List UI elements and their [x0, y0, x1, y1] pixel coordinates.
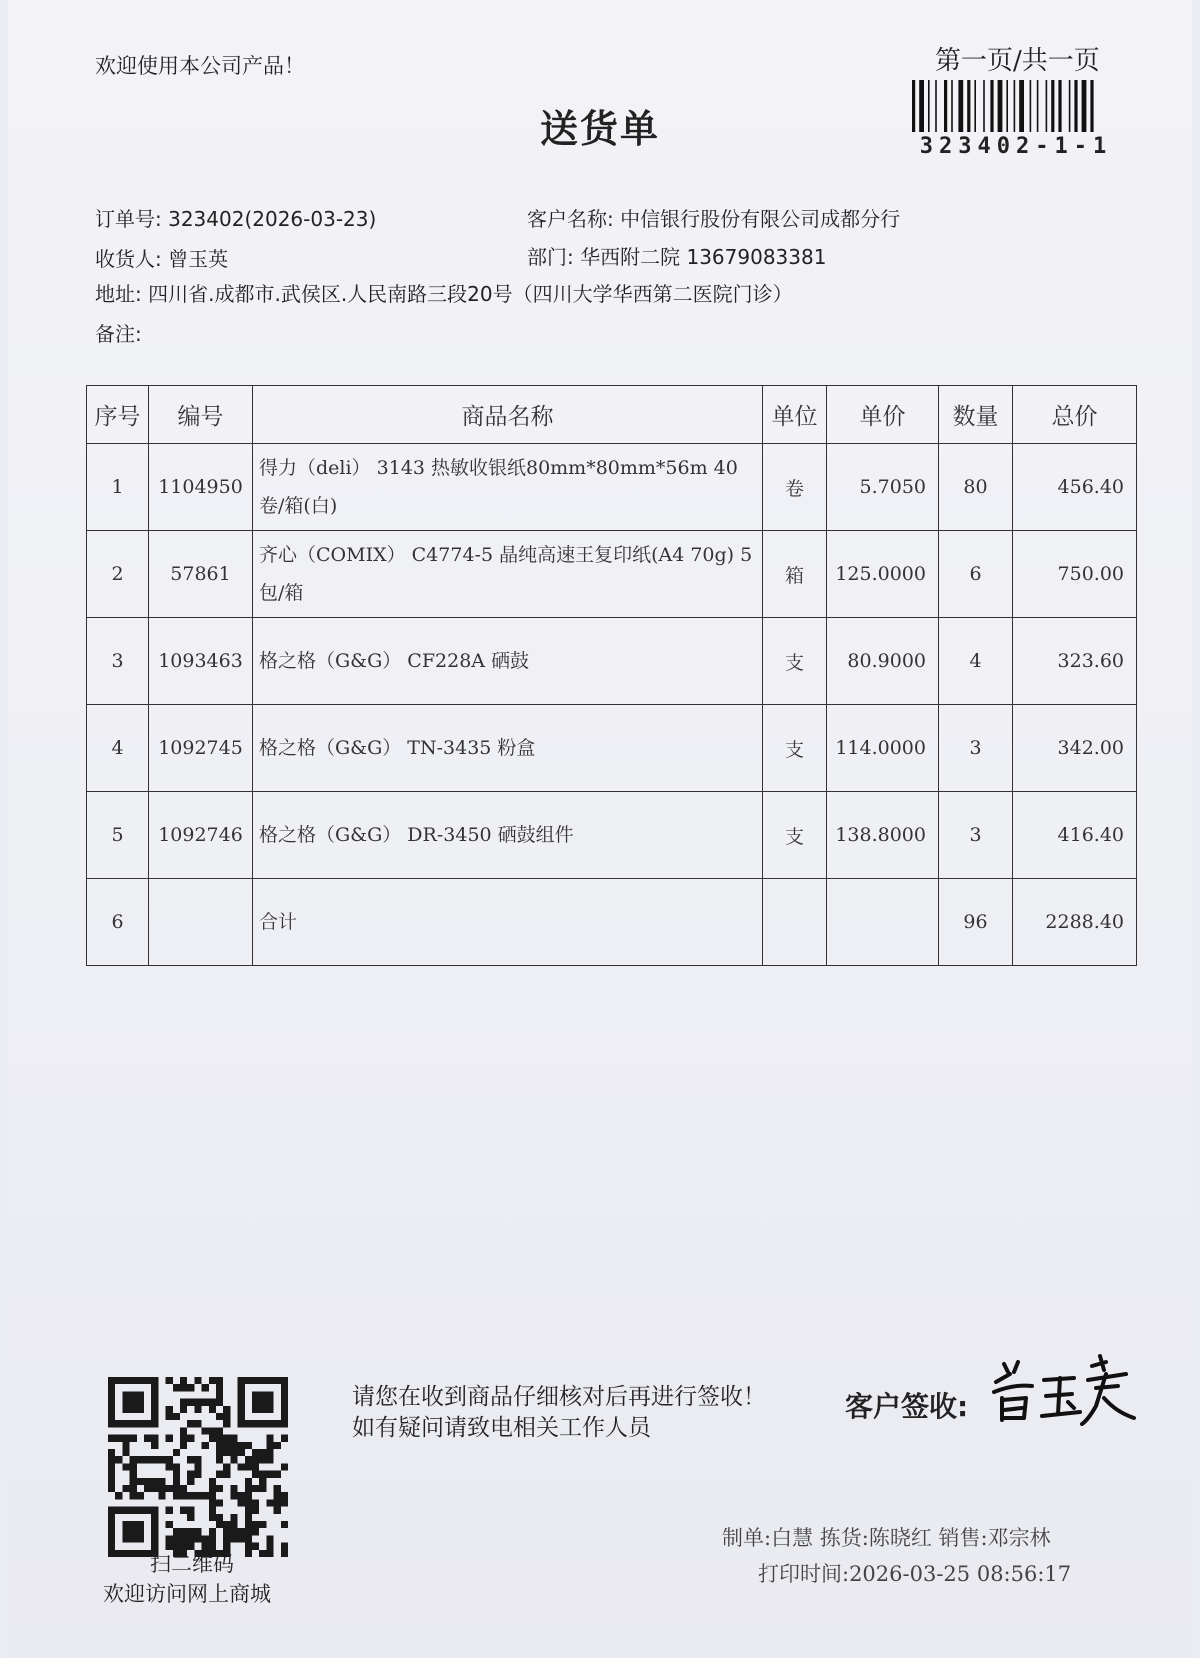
customer-name [527, 203, 900, 232]
remark-label: 备注: [95, 322, 142, 346]
header-price: 单价 [827, 386, 939, 444]
header-unit: 单位 [763, 386, 827, 444]
cell-seq: 5 [87, 792, 149, 879]
cell-total: 750.00 [1013, 531, 1137, 618]
cell-total-label: 合计 [253, 879, 763, 966]
cell-seq: 4 [87, 705, 149, 792]
cell-qty: 6 [939, 531, 1013, 618]
cell-price: 5.7050 [827, 444, 939, 531]
address-value: 四川省.成都市.武侯区.人民南路三段20号（四川大学华西第二医院门诊） [148, 282, 793, 306]
barcode-number: 323402-1-1 [919, 134, 1113, 159]
department-label: 部门: [527, 245, 574, 269]
remark [95, 318, 142, 347]
department-value: 华西附二院 13679083381 [580, 245, 827, 269]
cell-unit: 支 [763, 792, 827, 879]
staff-info: 制单:白慧 拣货:陈晓红 销售:邓宗林 [722, 1526, 1051, 1550]
cell-total: 342.00 [1013, 705, 1137, 792]
cell-name: 格之格（G&G） TN-3435 粉盒 [253, 705, 763, 792]
cell-unit [763, 879, 827, 966]
cell-seq: 6 [87, 879, 149, 966]
print-time: 打印时间:2026-03-25 08:56:17 [758, 1562, 1072, 1586]
table-row [87, 531, 1137, 618]
cell-price: 125.0000 [827, 531, 939, 618]
receiver-value: 曾玉英 [168, 247, 229, 271]
cell-code [149, 879, 253, 966]
table-row [87, 444, 1137, 531]
cell-qty: 96 [939, 879, 1013, 966]
table-row [87, 792, 1137, 879]
customer-sign-label: 客户签收: [845, 1390, 969, 1423]
cell-total: 456.40 [1013, 444, 1137, 531]
verification-notice: 请您在收到商品仔细核对后再进行签收！如有疑问请致电相关工作人员 [352, 1384, 766, 1441]
cell-code: 1092746 [149, 792, 253, 879]
items-table-wrapper [86, 385, 1136, 966]
cell-unit: 支 [763, 618, 827, 705]
cell-price: 138.8000 [827, 792, 939, 879]
qr-caption-mall: 欢迎访问网上商城 [103, 1582, 271, 1606]
order-label: 订单号: [95, 207, 162, 231]
order-value: 323402(2026-03-23) [168, 207, 377, 231]
cell-price: 114.0000 [827, 705, 939, 792]
receiver-label: 收货人: [95, 247, 162, 271]
address [95, 278, 793, 307]
cell-total: 323.60 [1013, 618, 1137, 705]
cell-code: 57861 [149, 531, 253, 618]
cell-price: 80.9000 [827, 618, 939, 705]
cell-total: 2288.40 [1013, 879, 1137, 966]
receiver [95, 243, 228, 272]
cell-code: 1093463 [149, 618, 253, 705]
order-number [95, 203, 376, 232]
qr-caption-scan: 扫二维码 [150, 1552, 234, 1576]
welcome-text: 欢迎使用本公司产品！ [95, 54, 305, 78]
cell-price [827, 879, 939, 966]
header-code: 编号 [149, 386, 253, 444]
cell-unit: 箱 [763, 531, 827, 618]
cell-qty: 80 [939, 444, 1013, 531]
cell-total: 416.40 [1013, 792, 1137, 879]
document-title: 送货单 [539, 107, 660, 151]
qr-code-icon [108, 1377, 288, 1557]
barcode-icon [912, 80, 1120, 132]
table-row [87, 705, 1137, 792]
items-table [86, 385, 1137, 966]
cell-name: 得力（deli） 3143 热敏收银纸80mm*80mm*56m 40卷/箱(白) [253, 444, 763, 531]
cell-unit: 支 [763, 705, 827, 792]
department [527, 241, 826, 270]
cell-qty: 3 [939, 792, 1013, 879]
header-qty: 数量 [939, 386, 1013, 444]
cell-seq: 3 [87, 618, 149, 705]
page-info: 第一页/共一页 [935, 46, 1100, 76]
handwritten-signature [988, 1350, 1138, 1430]
cell-seq: 1 [87, 444, 149, 531]
header-total: 总价 [1013, 386, 1137, 444]
cell-qty: 3 [939, 705, 1013, 792]
cell-name: 格之格（G&G） DR-3450 硒鼓组件 [253, 792, 763, 879]
customer-label: 客户名称: [527, 207, 614, 231]
table-row [87, 618, 1137, 705]
address-label: 地址: [95, 282, 142, 306]
header-seq: 序号 [87, 386, 149, 444]
cell-name: 齐心（COMIX） C4774-5 晶纯高速王复印纸(A4 70g) 5包/箱 [253, 531, 763, 618]
customer-value: 中信银行股份有限公司成都分行 [620, 207, 901, 231]
table-total-row [87, 879, 1137, 966]
table-header-row [87, 386, 1137, 444]
header-name: 商品名称 [253, 386, 763, 444]
cell-code: 1092745 [149, 705, 253, 792]
cell-code: 1104950 [149, 444, 253, 531]
cell-name: 格之格（G&G） CF228A 硒鼓 [253, 618, 763, 705]
cell-seq: 2 [87, 531, 149, 618]
cell-qty: 4 [939, 618, 1013, 705]
cell-unit: 卷 [763, 444, 827, 531]
